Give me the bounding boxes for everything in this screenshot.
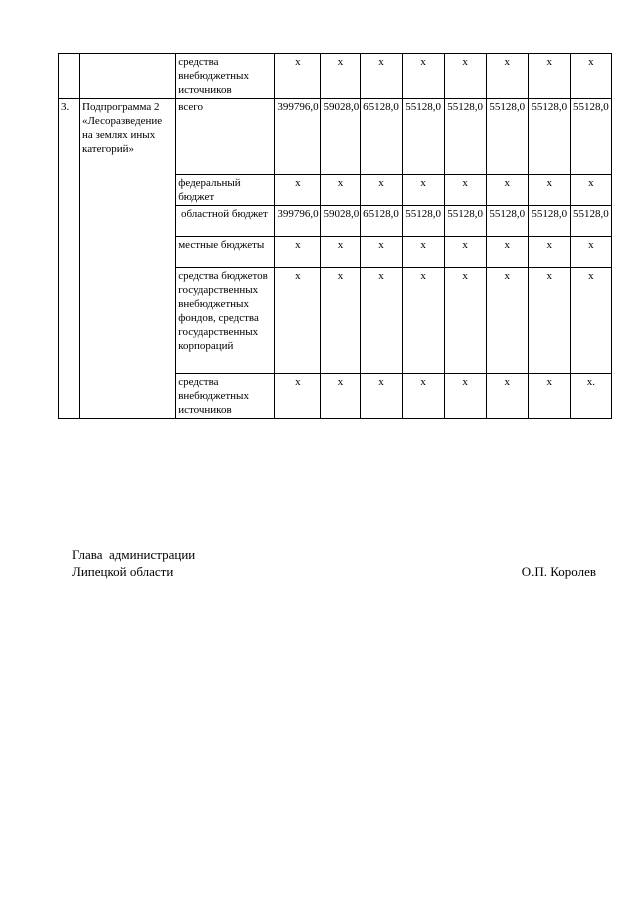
value-cell: х [321,237,360,268]
value-cell: х [402,374,444,419]
value-cell: 399796,0 [275,206,321,237]
funding-source-cell: средства внебюджетных источников [176,374,275,419]
value-cell: х [528,268,570,374]
value-cell: х [528,237,570,268]
value-cell: 55128,0 [444,99,486,175]
value-cell: х [570,54,611,99]
value-cell: 55128,0 [528,99,570,175]
value-cell: 55128,0 [444,206,486,237]
row-index-cell: 3. [59,99,80,419]
value-cell: 55128,0 [402,99,444,175]
value-cell: 59028,0 [321,99,360,175]
budget-table [58,53,612,419]
value-cell: 65128,0 [360,206,402,237]
value-cell: х [321,268,360,374]
value-cell: х [444,175,486,206]
signatory-name: О.П. Королев [521,564,596,579]
signatory-title-line2: Липецкой области [72,564,174,579]
value-cell: 59028,0 [321,206,360,237]
value-cell: х [528,175,570,206]
value-cell: х [570,268,611,374]
funding-source-cell: федеральный бюджет [176,175,275,206]
value-cell: х [275,268,321,374]
value-cell: 399796,0 [275,99,321,175]
value-cell: х [275,374,321,419]
value-cell: х [528,54,570,99]
value-cell: х. [570,374,611,419]
value-cell: х [528,374,570,419]
table-row [59,54,612,99]
signatory-title-line1: Глава администрации [72,547,196,562]
value-cell: х [444,268,486,374]
value-cell: х [402,237,444,268]
value-cell: х [444,374,486,419]
value-cell: х [360,175,402,206]
value-cell: х [486,237,528,268]
value-cell: х [321,374,360,419]
value-cell: 55128,0 [486,99,528,175]
row-name-cell [80,54,176,99]
value-cell: х [321,175,360,206]
value-cell: х [275,237,321,268]
value-cell: х [486,54,528,99]
value-cell: 55128,0 [570,206,611,237]
value-cell: х [275,54,321,99]
funding-source-cell: местные бюджеты [176,237,275,268]
value-cell: х [570,237,611,268]
value-cell: 55128,0 [528,206,570,237]
value-cell: х [486,175,528,206]
value-cell: х [402,175,444,206]
value-cell: х [360,374,402,419]
value-cell: 55128,0 [486,206,528,237]
value-cell: х [275,175,321,206]
value-cell: х [360,237,402,268]
value-cell: 55128,0 [402,206,444,237]
value-cell: х [486,268,528,374]
value-cell: х [570,175,611,206]
subprogram-name-cell: Подпрограмма 2 «Лесоразведение на землях иных категорий» [80,99,176,419]
funding-source-cell: областной бюджет [176,206,275,237]
row-index-cell [59,54,80,99]
value-cell: х [444,54,486,99]
table-row [59,99,612,175]
funding-source-cell: средства бюджетов государственных внебюджетных фондов, средства государственных корпораций [176,268,275,374]
value-cell: х [402,54,444,99]
value-cell: х [402,268,444,374]
value-cell: 55128,0 [570,99,611,175]
funding-source-cell: всего [176,99,275,175]
value-cell: х [360,268,402,374]
value-cell: 65128,0 [360,99,402,175]
value-cell: х [444,237,486,268]
funding-source-cell: средства внебюджетных источников [176,54,275,99]
value-cell: х [486,374,528,419]
value-cell: х [360,54,402,99]
value-cell: х [321,54,360,99]
